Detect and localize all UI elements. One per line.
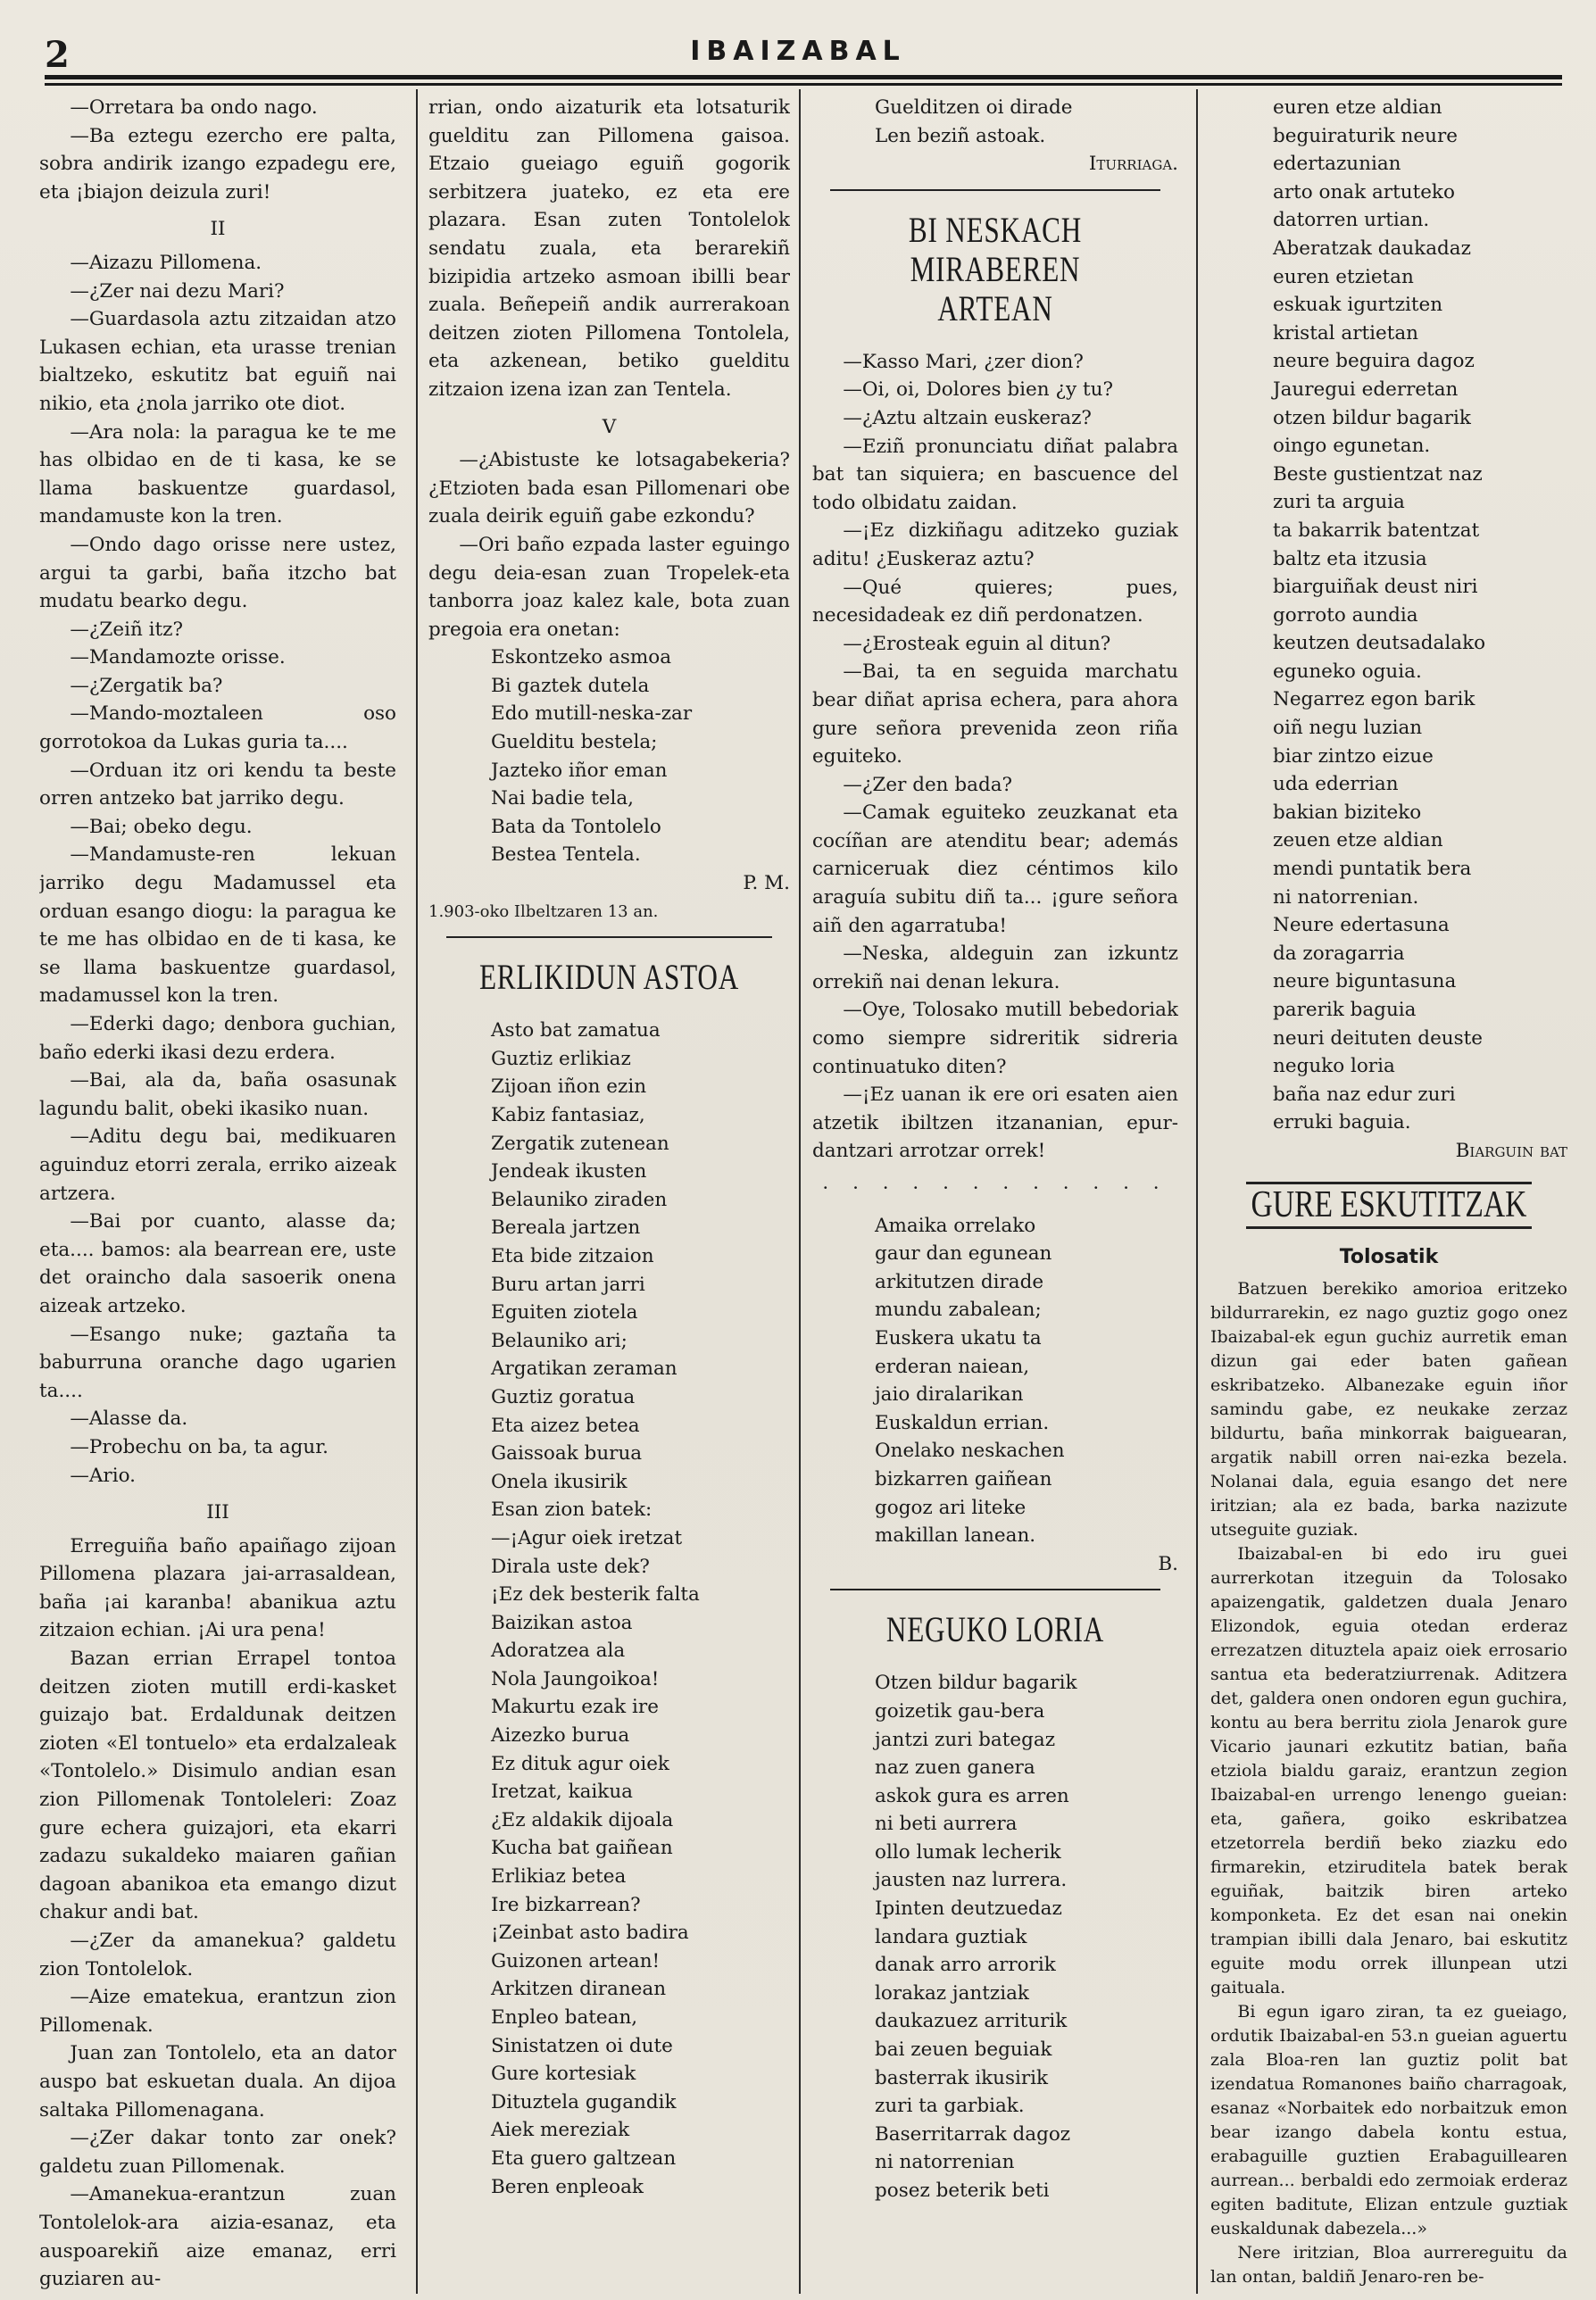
verse-line: da zoragarria bbox=[1273, 942, 1405, 965]
verse-line: goizetik gau-bera bbox=[875, 1699, 1045, 1723]
divider bbox=[446, 936, 772, 938]
verse-line: Neure edertasuna bbox=[1273, 914, 1450, 937]
verse-line: gogoz ari liteke bbox=[875, 1496, 1027, 1519]
verse-line: baña naz edur zuri bbox=[1273, 1083, 1456, 1106]
poem-block bbox=[1210, 685, 1567, 911]
verse-line: Enpleo batean, bbox=[491, 2006, 638, 2029]
verse-line: Gure kortesiak bbox=[491, 2063, 636, 2086]
verse-line: keutzen deutsadalako bbox=[1273, 632, 1486, 655]
verse-line: Aiek mereziak bbox=[491, 2119, 630, 2142]
paragraph: —Qué quieres; pues, necesidadeak ez diñ perdonatzen. bbox=[812, 576, 1178, 627]
paragraph: —¿Zer den bada? bbox=[843, 773, 1013, 796]
paragraph: —¿Abistuste ke lotsagabekeria? ¿Etzioten bada esan Pillomenari obe zuala deirik eguiñ gabe ezkondu? bbox=[428, 449, 790, 528]
verse-line: Sinistatzen oi dute bbox=[491, 2034, 673, 2057]
verse-line: Nai badie tela, bbox=[491, 787, 635, 810]
verse-line: eskuak igurtziten bbox=[1273, 294, 1443, 317]
dialogue-block bbox=[812, 348, 1178, 1166]
paragraph: —Bai, ta en seguida marchatu bear diñat aprisa echera, para ahora gure señora prevenida zeon riña eguiteko. bbox=[812, 660, 1178, 768]
verse-line: Len beziñ astoak. bbox=[875, 124, 1046, 147]
verse-line: Amaika orrelako bbox=[875, 1214, 1036, 1237]
divider bbox=[830, 189, 1160, 191]
poem-block bbox=[812, 2121, 1178, 2205]
verse-line: Guztiz goratua bbox=[491, 1385, 636, 1408]
paragraph: —Oye, Tolosako mutill bebedoriak como siempre sidreritik sidreria continuatuko diten? bbox=[812, 999, 1178, 1078]
verse-line: Eguiten ziotela bbox=[491, 1301, 638, 1324]
verse-line: neuri deituten deuste bbox=[1273, 1026, 1484, 1050]
verse-line: beguiraturik neure bbox=[1273, 124, 1458, 147]
paragraph: —Aize ematekua, erantzun zion Pillomenak. bbox=[39, 1986, 396, 2037]
verse-line: ni natorrenian bbox=[875, 2151, 1015, 2174]
verse-line: eguneko oguia. bbox=[1273, 660, 1422, 683]
verse-line: ¿Ez aldakik dijoala bbox=[491, 1808, 674, 1831]
verse-line: parerik baguia bbox=[1273, 999, 1417, 1021]
verse-line: jausten naz lurrera. bbox=[875, 1869, 1068, 1892]
date-line: 1.903-oko Ilbeltzaren 13 an. bbox=[428, 901, 659, 921]
letter-body bbox=[1210, 1277, 1567, 2289]
paragraph: —¿Erosteak eguin al ditun? bbox=[843, 632, 1111, 655]
paragraph: Batzuen berekiko amorioa eritzeko bildurrarekin, ez nago guztiz gogo onez Ibaizabal-ek egun guchiz aurretik eman dizun gai eder baten gañean eskribatzeko. Albanezake eguin iñor samindu gabe, ez neukake zerzaz bildurtu, baña minkorrak baiguearan, argatik nabill orren nai-ezka bezela. Nolanai dala, eguia esango det nere iritzian; ala ez bada, barka nazizute utseguite guziak. bbox=[1210, 1278, 1567, 1540]
verse-line: Eskontzeko asmoa bbox=[491, 646, 672, 669]
verse-line: Guizonen artean! bbox=[491, 1949, 661, 1972]
verse-line: Nola Jaungoikoa! bbox=[491, 1667, 660, 1690]
verse-line: Argatikan zeraman bbox=[491, 1358, 677, 1381]
column-4 bbox=[1210, 94, 1567, 2289]
signature: Iturriaga. bbox=[1088, 153, 1178, 176]
verse-line: posez beterik beti bbox=[875, 2180, 1050, 2202]
poem-block bbox=[812, 94, 1178, 150]
column-3 bbox=[812, 94, 1178, 2289]
verse-line: biar zintzo eizue bbox=[1273, 744, 1434, 768]
verse-line: Ire bizkarrean? bbox=[491, 1893, 641, 1916]
verse-line: Zijoan iñon ezin bbox=[491, 1075, 647, 1099]
paragraph: Erreguiña baño apaiñago zijoan Pillomena plazara jai-arrasaldean, baña ¡ai karanba! abanikua aztu zitzaion echian. ¡Ai ura pena! bbox=[39, 1534, 396, 1642]
section-title: GURE ESKUTITZAK bbox=[1246, 1182, 1532, 1230]
verse-line: zeuen etze aldian bbox=[1273, 829, 1443, 852]
verse-line: gaur dan egunean bbox=[875, 1242, 1052, 1266]
paragraph: —¿Zergatik ba? bbox=[70, 674, 223, 697]
newspaper-title: IBAIZABAL bbox=[690, 36, 906, 67]
paragraph: —Ondo dago orisse nere ustez, argui ta garbi, baña itzcho bat mudatu bearko degu. bbox=[39, 533, 396, 613]
poem-block bbox=[812, 1669, 1178, 1895]
verse-line: Kucha bat gaiñean bbox=[491, 1837, 673, 1860]
verse-line: neure biguntasuna bbox=[1273, 970, 1457, 993]
paragraph: —Ori baño ezpada laster eguingo degu deia-esan zuan Tropelek-eta tanborra joaz kalez kale, bota zuan pregoia era onetan: bbox=[428, 533, 790, 641]
verse-line: neure beguira dagoz bbox=[1273, 350, 1475, 373]
poem-block bbox=[812, 1895, 1178, 2121]
section-numeral: V bbox=[602, 415, 617, 438]
verse-line: bai zeuen beguiak bbox=[875, 2038, 1052, 2062]
paragraph: —¿Aztu altzain euskeraz? bbox=[843, 406, 1092, 429]
column-divider bbox=[416, 89, 418, 2294]
page-number: 2 bbox=[45, 34, 70, 76]
paragraph: —Neska, aldeguin zan izkuntz orrekiñ nai denan lekura. bbox=[812, 942, 1178, 993]
verse-line: Adoratzea ala bbox=[491, 1640, 626, 1663]
paragraph: —Oi, oi, Dolores bien ¿y tu? bbox=[843, 378, 1113, 402]
paragraph: —Ederki dago; denbora guchian, baño ederki ikasi dezu erdera. bbox=[39, 1013, 396, 1064]
verse-line: arkitutzen dirade bbox=[875, 1270, 1044, 1293]
verse-line: Bi gaztek dutela bbox=[491, 674, 650, 697]
verse-line: bakian biziteko bbox=[1273, 801, 1422, 824]
verse-line: mendi puntatik bera bbox=[1273, 858, 1472, 881]
verse-line: oingo egunetan. bbox=[1273, 435, 1431, 458]
verse-line: Dituztela gugandik bbox=[491, 2090, 677, 2113]
verse-line: Gaissoak burua bbox=[491, 1442, 643, 1466]
verse-line: Ez dituk agur oiek bbox=[491, 1752, 669, 1775]
page-header bbox=[36, 27, 1560, 80]
paragraph: Bi egun igaro ziran, ta ez gueiago, ordutik Ibaizabal-en 53.n gueian aguertu zala Bloa-ren lan guztiz polit bat izendatua Romanones baiño charragoak, esanaz «Norbaitek edo norbaitzuk emon bear izango dabela kontu estua, erabaguille guztien Erabaguillearen aurrean... berbaldi edo zermoiak erderaz egiten baditute, Elizan entzule guztiak euskaldunak dabezela...» bbox=[1210, 2001, 1567, 2238]
verse-line: Guztiz erlikiaz bbox=[491, 1047, 631, 1070]
verse-line: basterrak ikusirik bbox=[875, 2066, 1049, 2089]
paragraph: Juan zan Tontolelo, eta an dator auspo bat eskuetan duala. An dijoa saltaka Pillomenagana. bbox=[39, 2042, 396, 2121]
dialogue-block bbox=[39, 249, 396, 1490]
paragraph: —¿Zer dakar tonto zar onek? galdetu zuan Pillomenak. bbox=[39, 2127, 396, 2178]
verse-line: biarguiñak deust niri bbox=[1273, 576, 1478, 599]
article-title: BI NESKACH MIRABEREN ARTEAN bbox=[908, 209, 1083, 328]
paragraph: Nere iritzian, Bloa aurrereguitu da lan ontan, baldiñ Jenaro-ren be- bbox=[1210, 2242, 1567, 2287]
verse-line: ni beti aurrera bbox=[875, 1813, 1018, 1836]
verse-line: Arkitzen diranean bbox=[491, 1978, 667, 2001]
verse-line: landara guztiak bbox=[875, 1925, 1027, 1948]
verse-line: Buru artan jarri bbox=[491, 1273, 645, 1296]
dialogue-block bbox=[39, 94, 396, 206]
verse-line: uda ederrian bbox=[1273, 773, 1399, 796]
poem-block bbox=[1210, 461, 1567, 686]
verse-line: ni natorrenian. bbox=[1273, 885, 1419, 909]
paragraph: —¡Ez dizkiñagu aditzeko guziak aditu! ¿Euskeraz aztu? bbox=[812, 519, 1178, 570]
signature: B. bbox=[1158, 1552, 1178, 1575]
verse-line: Baizikan astoa bbox=[491, 1611, 633, 1634]
story-block bbox=[39, 1532, 396, 2289]
verse-line: ¡Zeinbat asto badira bbox=[491, 1922, 689, 1945]
verse-line: edertazunian bbox=[1273, 153, 1401, 176]
paragraph: —Ara nola: la paragua ke te me has olbidao en de ti kasa, ke se llama baskuentze guardasol, mandamuste kon la tren. bbox=[39, 420, 396, 528]
paragraph: —Mando-moztaleen oso gorrotokoa da Lukas guria ta.... bbox=[39, 702, 396, 754]
paragraph: —Alasse da. bbox=[70, 1407, 188, 1431]
verse-line: euren etze aldian bbox=[1273, 96, 1442, 119]
verse-line: daukazuez arriturik bbox=[875, 2010, 1068, 2033]
poem-block bbox=[812, 1212, 1178, 1550]
verse-line: Beren enpleoak bbox=[491, 2175, 644, 2198]
section-subtitle: Tolosatik bbox=[1339, 1246, 1439, 1269]
paragraph: —Camak eguiteko zeuzkanat eta cocíñan are atenditu bear; además carniceruak diez céntimos kilo araguía subitu diñ ta... ¡gure señora aiñ den agarratuba! bbox=[812, 801, 1178, 937]
verse-line: Eta guero galtzean bbox=[491, 2146, 677, 2170]
verse-line: Zergatik zutenean bbox=[491, 1132, 669, 1155]
verse-line: otzen bildur bagarik bbox=[1273, 406, 1471, 429]
verse-line: Eta bide zitzaion bbox=[491, 1244, 654, 1267]
paragraph: —Aditu degu bai, medikuaren aguinduz etorri zerala, erriko aizeak artzera. bbox=[39, 1125, 396, 1205]
verse-line: Beste gustientzat naz bbox=[1273, 462, 1483, 486]
paragraph: Bazan errian Errapel tontoa deitzen zioten mutill erdi-kasket guizajo bat. Erdaldunak deitzen zioten «El tontuelo» eta erdalzaleak «Tontolelo.» Disimulo andian esan zion Pillomenak Tontoleleri: Zoaz gure echera guizajori, eta ekarri zadazu sukaldeko maiaren gañian dagoan abanikoa eta emango dizut chakur andi bat. bbox=[39, 1648, 396, 1924]
paragraph: —Ba eztegu ezercho ere palta, sobra andirik izango ezpadegu ere, eta ¡biajon deizula zuri! bbox=[39, 124, 396, 203]
signature: Biarguin bat bbox=[1455, 1139, 1567, 1162]
paragraph: —¿Zer nai dezu Mari? bbox=[70, 279, 285, 303]
paragraph: —Bai; obeko degu. bbox=[70, 815, 253, 838]
verse-line: zuri ta arguia bbox=[1273, 491, 1405, 514]
verse-line: Iretzat, kaikua bbox=[491, 1781, 634, 1804]
verse-line: mundu zabalean; bbox=[875, 1299, 1042, 1322]
verse-line: erruki baguia. bbox=[1273, 1111, 1411, 1134]
paragraph: —Bai, ala da, baña osasunak lagundu balit, obeki ikasiko nuan. bbox=[39, 1069, 396, 1120]
paragraph: rrian, ondo aizaturik eta lotsaturik guelditu zan Pillomena gaisoa. Etzaio gueiago eguiñ gogorik serbitzera juateko, ez eta ere plazara. Esan zuten Tontolelok sendatu zuala, eta berarekiñ bizipidia artzeko asmoan ibilli bear zuala. Beñepeiñ andik aurrerakoan deitzen zioten Pillomena Tontolela, eta azkenean, betiko guelditu zitzaion izena izan zan Tentela. bbox=[428, 96, 790, 401]
verse-line: baltz eta itzusia bbox=[1273, 547, 1427, 570]
verse-line: Belauniko ziraden bbox=[491, 1188, 668, 1211]
verse-line: Aberatzak daukadaz bbox=[1273, 237, 1471, 260]
dotted-divider: · · · · · · · · · · · · bbox=[822, 1177, 1168, 1200]
verse-line: kristal artietan bbox=[1273, 321, 1419, 345]
paragraph: —¿Zeiñ itz? bbox=[70, 618, 184, 641]
verse-line: Makurtu ezak ire bbox=[491, 1696, 659, 1719]
signature: P. M. bbox=[743, 872, 790, 895]
paragraph: —Esango nuke; gaztaña ta baburruna oranche dago ugarien ta.... bbox=[39, 1323, 396, 1402]
verse-line: Ipinten deutzuedaz bbox=[875, 1897, 1062, 1921]
poem-block bbox=[1210, 94, 1567, 235]
verse-line: zuri ta garbiak. bbox=[875, 2095, 1025, 2118]
dialogue-block bbox=[428, 446, 790, 644]
verse-line: Belauniko ari; bbox=[491, 1329, 628, 1352]
paragraph: —Kasso Mari, ¿zer dion? bbox=[843, 350, 1084, 373]
column-1 bbox=[39, 94, 396, 2289]
verse-line: Kabiz fantasiaz, bbox=[491, 1104, 645, 1126]
verse-line: lorakaz jantziak bbox=[875, 1981, 1029, 2005]
header-rule bbox=[45, 75, 1562, 86]
column-divider bbox=[1196, 89, 1198, 2294]
paragraph: —Orretara ba ondo nago. bbox=[70, 96, 318, 119]
verse-line: arto onak artuteko bbox=[1273, 180, 1455, 203]
verse-line: Bereala jartzen bbox=[491, 1216, 641, 1240]
verse-line: naz zuen ganera bbox=[875, 1756, 1035, 1780]
story-block bbox=[428, 94, 790, 404]
paragraph: —Ario. bbox=[70, 1464, 136, 1487]
verse-line: gorroto aundia bbox=[1273, 603, 1418, 627]
paragraph: —Probechu on ba, ta agur. bbox=[70, 1435, 328, 1458]
verse-line: ollo lumak lecherik bbox=[875, 1840, 1061, 1864]
article-title: NEGUKO LORIA bbox=[885, 1609, 1105, 1650]
verse-line: Bestea Tentela. bbox=[491, 843, 641, 867]
verse-line: Edo mutill-neska-zar bbox=[491, 702, 693, 726]
verse-line: ta bakarrik batentzat bbox=[1273, 519, 1480, 542]
verse-line: Euskera ukatu ta bbox=[875, 1326, 1042, 1349]
paragraph: —Amanekua-erantzun zuan Tontolelok-ara aizia-esanaz, eta auspoarekiñ aize emanaz, erri guziaren au- bbox=[39, 2183, 396, 2289]
verse-line: Erlikiaz betea bbox=[491, 1865, 627, 1889]
verse-line: —¡Agur oiek iretzat bbox=[491, 1526, 683, 1549]
verse-line: neguko loria bbox=[1273, 1055, 1395, 1078]
verse-line: Eta aizez betea bbox=[491, 1414, 640, 1437]
paragraph: —Orduan itz ori kendu ta beste orren antzeko bat jarriko degu. bbox=[39, 759, 396, 810]
verse-line: makillan lanean. bbox=[875, 1524, 1036, 1548]
verse-block bbox=[428, 644, 790, 869]
verse-line: Baserritarrak dagoz bbox=[875, 2122, 1071, 2146]
verse-line: Guelditzen oi dirade bbox=[875, 96, 1073, 119]
verse-line: Jazteko iñor eman bbox=[491, 759, 668, 782]
verse-line: Dirala uste dek? bbox=[491, 1555, 650, 1578]
verse-line: Asto bat zamatua bbox=[491, 1019, 661, 1042]
verse-line: Bata da Tontolelo bbox=[491, 815, 661, 838]
verse-line: Guelditu bestela; bbox=[491, 731, 658, 754]
verse-line: askok gura es arren bbox=[875, 1784, 1069, 1807]
verse-line: Otzen bildur bagarik bbox=[875, 1672, 1077, 1695]
verse-line: jantzi zuri bategaz bbox=[875, 1728, 1056, 1751]
verse-line: euren etzietan bbox=[1273, 265, 1414, 288]
paragraph: —Guardasola aztu zitzaidan atzo Lukasen echian, eta urasse trenian bialtzeko, eskutitz bat eguiñ nai nikio, eta ¿nola jarriko ote diot. bbox=[39, 308, 396, 415]
paragraph: —Mandamozte orisse. bbox=[70, 646, 286, 669]
verse-line: oiñ negu luzian bbox=[1273, 717, 1423, 740]
verse-line: Onelako neskachen bbox=[875, 1440, 1065, 1463]
verse-line: Esan zion batek: bbox=[491, 1499, 653, 1522]
divider bbox=[830, 1589, 1160, 1590]
section-numeral: III bbox=[206, 1501, 229, 1524]
verse-line: Jendeak ikusten bbox=[491, 1160, 647, 1183]
paragraph: —¡Ez uanan ik ere ori esaten aien atzetik ibiltzen itzananian, epur-dantzari arrotzar orrek! bbox=[812, 1084, 1178, 1163]
verse-line: Onela ikusirik bbox=[491, 1470, 628, 1493]
section-numeral: II bbox=[210, 218, 226, 241]
column-divider bbox=[799, 89, 801, 2294]
verse-line: jaio diralarikan bbox=[875, 1383, 1024, 1407]
verse-line: bizkarren gaiñean bbox=[875, 1467, 1052, 1490]
verse-line: datorren urtian. bbox=[1273, 209, 1430, 232]
poem-block bbox=[1210, 235, 1567, 461]
paragraph: —Eziñ pronunciatu diñat palabra bat tan siquiera; en bascuence del todo olbidatu zaidan. bbox=[812, 435, 1178, 514]
verse-line: Aizezko burua bbox=[491, 1724, 630, 1748]
verse-line: Negarrez egon barik bbox=[1273, 688, 1475, 711]
poem-block bbox=[428, 1017, 790, 2201]
column-2 bbox=[428, 94, 790, 2289]
verse-line: Jauregui ederretan bbox=[1273, 378, 1459, 401]
paragraph: —Bai por cuanto, alasse da; eta.... bamos: ala bearrean ere, uste det oraincho dala sasoerik onena aizeak artzeko. bbox=[39, 1210, 396, 1317]
paragraph: —¿Zer da amanekua? galdetu zion Tontolelok. bbox=[39, 1930, 396, 1980]
paragraph: Ibaizabal-en bi edo iru guei aurrerkotan itzeguin da Tolosako apaizengatik, galdetzen duala Jenaro Elizondok, eguia otedan erderaz errezatzen dituztela apaiz oiek errosario santua eta bederatziurrenak. Aditzera det, galdera onen ondoren egun guchira, kontu au bera berritu ziola Jenarok gure Vicario jaunari ezkutitz batian, baña etziola bialdu garaiz, erantzun zegion Ibaizabal-en urrengo lenengo gueian: eta, gañera, goiko eskribatzea etzetorrela berdiñ beko ziazku edo firmarekin, etziruditela batek berak eguiñak, baitzik biren arteko komponketa. Ez det esan nai onekin trampian ibilli dala Jenaro, bai eskutitz eguite modu orrek illunpean utzi gaituala. bbox=[1210, 1543, 1567, 1997]
verse-line: erderan naiean, bbox=[875, 1355, 1030, 1378]
verse-line: danak arro arrorik bbox=[875, 1954, 1056, 1977]
paragraph: —Aizazu Pillomena. bbox=[70, 251, 262, 274]
paragraph: —Mandamuste-ren lekuan jarriko degu Madamussel eta orduan esango diogu: la paragua ke te me has olbidao en de ti kasa, ke se llama baskuentze guardasol, madamussel kon la tren. bbox=[39, 843, 396, 1008]
poem-block bbox=[1210, 911, 1567, 1137]
article-title: ERLIKIDUN ASTOA bbox=[478, 957, 740, 998]
verse-line: Euskaldun errian. bbox=[875, 1411, 1050, 1434]
verse-line: ¡Ez dek besterik falta bbox=[491, 1583, 700, 1607]
